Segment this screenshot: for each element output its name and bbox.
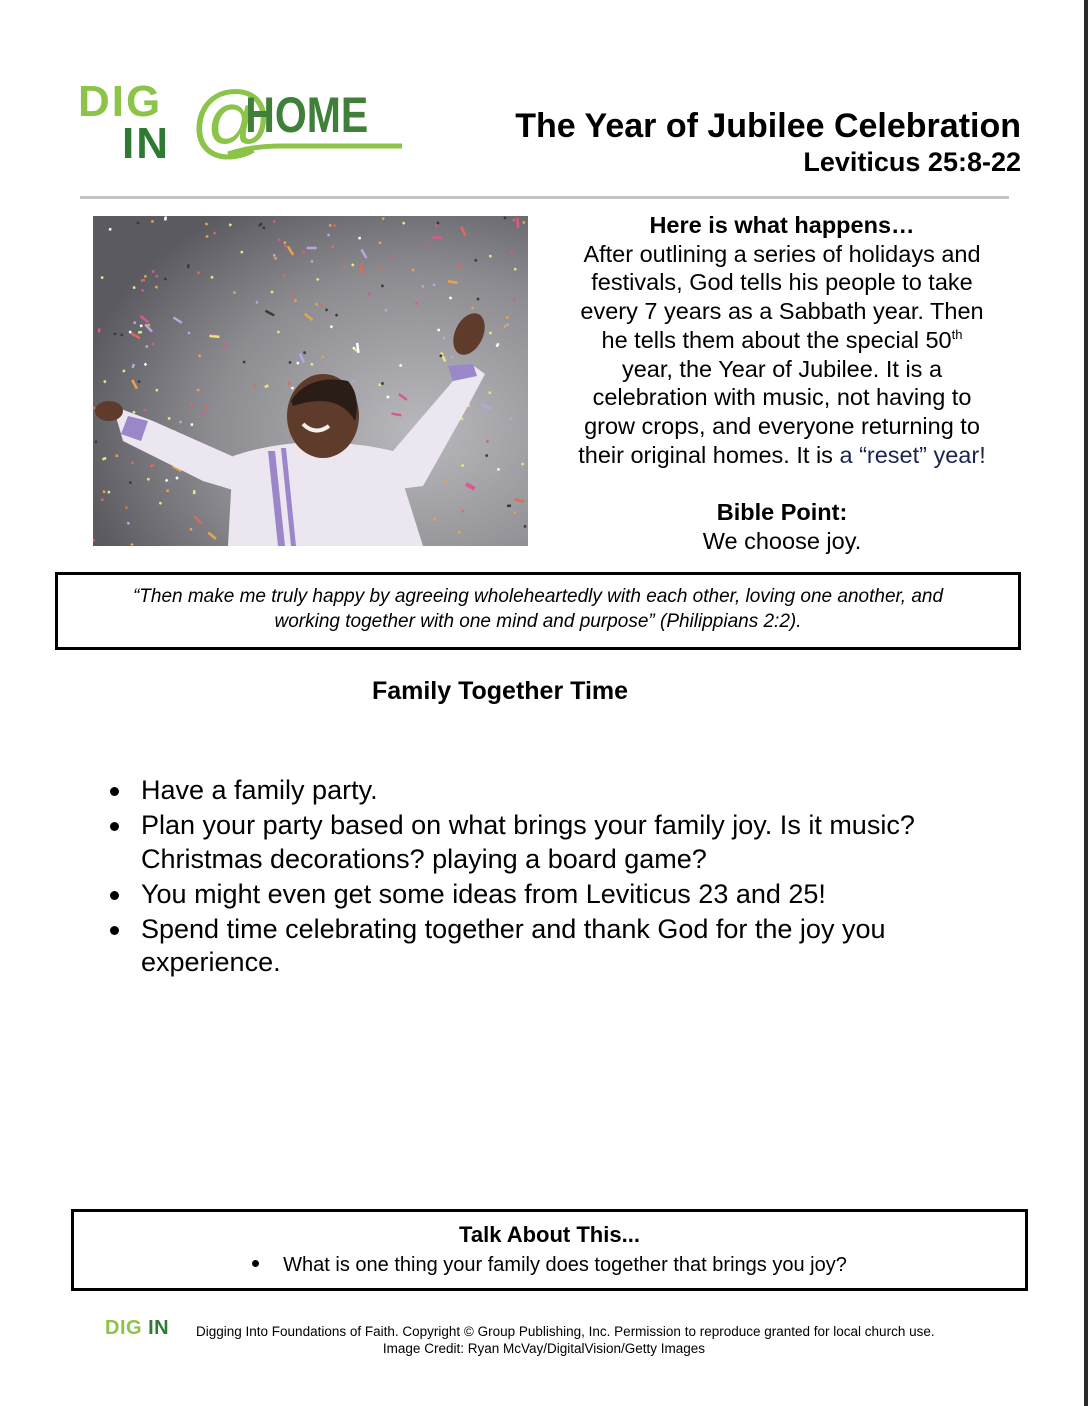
summary-line: every 7 years as a Sabbath year. Then	[580, 298, 984, 325]
bullet-icon	[110, 787, 119, 796]
confetti-piece	[156, 275, 159, 278]
logo-in: IN	[122, 119, 170, 168]
confetti-piece	[311, 260, 314, 263]
confetti-piece	[233, 291, 236, 294]
confetti-piece	[368, 293, 371, 296]
footer-logo-dig: DIG	[105, 1317, 143, 1339]
list-item-text: Have a family party.	[141, 775, 378, 805]
list-item	[108, 774, 988, 808]
list-item-text: Plan your party based on what brings your family joy. Is it music? Christmas decorations? playing a board game?	[141, 810, 915, 874]
summary-line-text: he tells them about the special 50	[601, 326, 952, 353]
footer-dig-in-logo	[105, 1317, 169, 1339]
confetti-piece	[93, 539, 95, 542]
confetti-piece	[103, 490, 106, 493]
talk-about-this-heading: Talk About This...	[459, 1222, 640, 1247]
confetti-piece	[506, 316, 509, 319]
list-item-text: You might even get some ideas from Leviticus 23 and 25!	[141, 878, 826, 909]
confetti-piece	[412, 269, 415, 272]
confetti-piece	[188, 332, 191, 335]
confetti-piece	[193, 490, 196, 494]
family-activities-list	[108, 774, 988, 981]
confetti-piece	[263, 227, 266, 230]
summary-line: year, the Year of Jubilee. It is a	[621, 355, 943, 382]
confetti-piece	[98, 328, 101, 332]
confetti-piece	[123, 370, 126, 373]
summary-heading: Here is what happens…	[649, 212, 915, 238]
confetti-piece	[432, 236, 442, 239]
copyright-notice: Digging Into Foundations of Faith. Copyright © Group Publishing, Inc. Permission to reproduce granted for local church use.	[196, 1324, 935, 1339]
logo-home: HOME	[245, 87, 369, 143]
bullet-icon	[110, 822, 119, 831]
discussion-question	[74, 1252, 1025, 1278]
logo-at: @	[190, 76, 274, 166]
reset-year-highlight: a “reset” year!	[839, 441, 986, 468]
confetti-piece	[303, 351, 306, 354]
confetti-piece	[277, 331, 280, 334]
confetti-piece	[93, 407, 95, 410]
confetti-piece	[504, 217, 507, 220]
image-credit: Image Credit: Ryan McVay/DigitalVision/Getty Images	[382, 1341, 706, 1356]
confetti-piece	[381, 285, 384, 288]
confetti-piece	[343, 265, 346, 268]
celebrating-child-photo-icon	[93, 216, 528, 546]
list-item-text: Spend time celebrating together and thank God for the joy you experience.	[141, 913, 886, 977]
verse-line: “Then make me truly happy by agreeing wholeheartedly with each other, loving one another, and	[132, 586, 944, 607]
confetti-piece	[206, 235, 209, 238]
confetti-piece	[115, 454, 118, 457]
confetti-piece	[437, 329, 440, 332]
confetti-piece	[381, 382, 384, 385]
window-edge	[1084, 0, 1088, 1406]
confetti-piece	[274, 257, 277, 260]
confetti-piece	[321, 304, 324, 307]
bible-point-label: Bible Point:	[716, 499, 848, 526]
confetti-piece	[283, 274, 286, 277]
logo-graphic	[78, 76, 408, 168]
family-together-time-heading: Family Together Time	[371, 677, 629, 705]
footer-logo-in: IN	[148, 1317, 170, 1339]
confetti-piece	[522, 221, 525, 224]
confetti-piece	[191, 423, 194, 426]
summary-line	[556, 441, 1008, 470]
scripture-reference: Leviticus 25:8-22	[803, 147, 1021, 177]
logo-dig: DIG	[78, 77, 163, 126]
talk-about-this-box	[71, 1209, 1028, 1291]
confetti-piece	[307, 247, 317, 250]
ordinal-suffix: th	[951, 326, 963, 342]
confetti-piece	[288, 382, 291, 385]
confetti-piece	[329, 224, 332, 227]
confetti-piece	[144, 275, 147, 278]
bible-point: We choose joy.	[702, 527, 862, 554]
summary-line	[556, 326, 1008, 355]
confetti-piece	[187, 264, 190, 268]
verse-line: working together with one mind and purpose” (Philippians 2:2).	[274, 611, 802, 632]
confetti-piece	[477, 298, 480, 301]
bullet-icon	[110, 926, 119, 935]
confetti-piece	[273, 254, 276, 257]
bullet-icon	[110, 891, 119, 900]
confetti-piece	[488, 391, 491, 394]
list-item	[108, 913, 988, 980]
memory-verse	[58, 584, 1018, 634]
spacer	[556, 469, 1008, 498]
list-item	[108, 878, 988, 912]
confetti-piece	[415, 302, 418, 305]
confetti-piece	[108, 491, 111, 494]
confetti-piece	[375, 405, 378, 408]
memory-verse-box	[55, 572, 1021, 650]
summary-line-text: their original homes. It is	[578, 441, 840, 468]
confetti-piece	[151, 220, 154, 223]
summary-line: grow crops, and everyone returning to	[584, 412, 980, 439]
question-text: What is one thing your family does together that brings you joy?	[283, 1254, 847, 1276]
confetti-piece	[101, 276, 104, 279]
confetti-piece	[391, 254, 394, 257]
confetti-piece	[120, 333, 123, 336]
confetti-piece	[253, 385, 256, 388]
bullet-icon	[252, 1260, 259, 1267]
story-summary	[556, 211, 1008, 555]
dig-in-at-home-logo	[78, 76, 408, 168]
confetti-piece	[489, 255, 492, 258]
confetti-piece	[289, 361, 292, 364]
confetti-piece	[179, 421, 182, 424]
confetti-piece	[516, 218, 519, 228]
confetti-piece	[507, 505, 511, 508]
summary-line: festivals, God tells his people to take	[591, 269, 973, 296]
header-divider	[80, 196, 1009, 199]
confetti-piece	[243, 361, 246, 364]
celebration-photo	[93, 216, 528, 546]
confetti-piece	[358, 237, 361, 240]
page-title: The Year of Jubilee Celebration	[515, 107, 1021, 145]
summary-line: celebration with music, not having to	[592, 384, 972, 411]
confetti-piece	[489, 331, 492, 334]
confetti-piece	[378, 384, 381, 387]
list-item	[108, 809, 988, 876]
summary-line: After outlining a series of holidays and	[583, 240, 981, 267]
confetti-piece	[444, 481, 447, 484]
confetti-piece	[189, 528, 192, 531]
confetti-piece	[166, 489, 169, 492]
